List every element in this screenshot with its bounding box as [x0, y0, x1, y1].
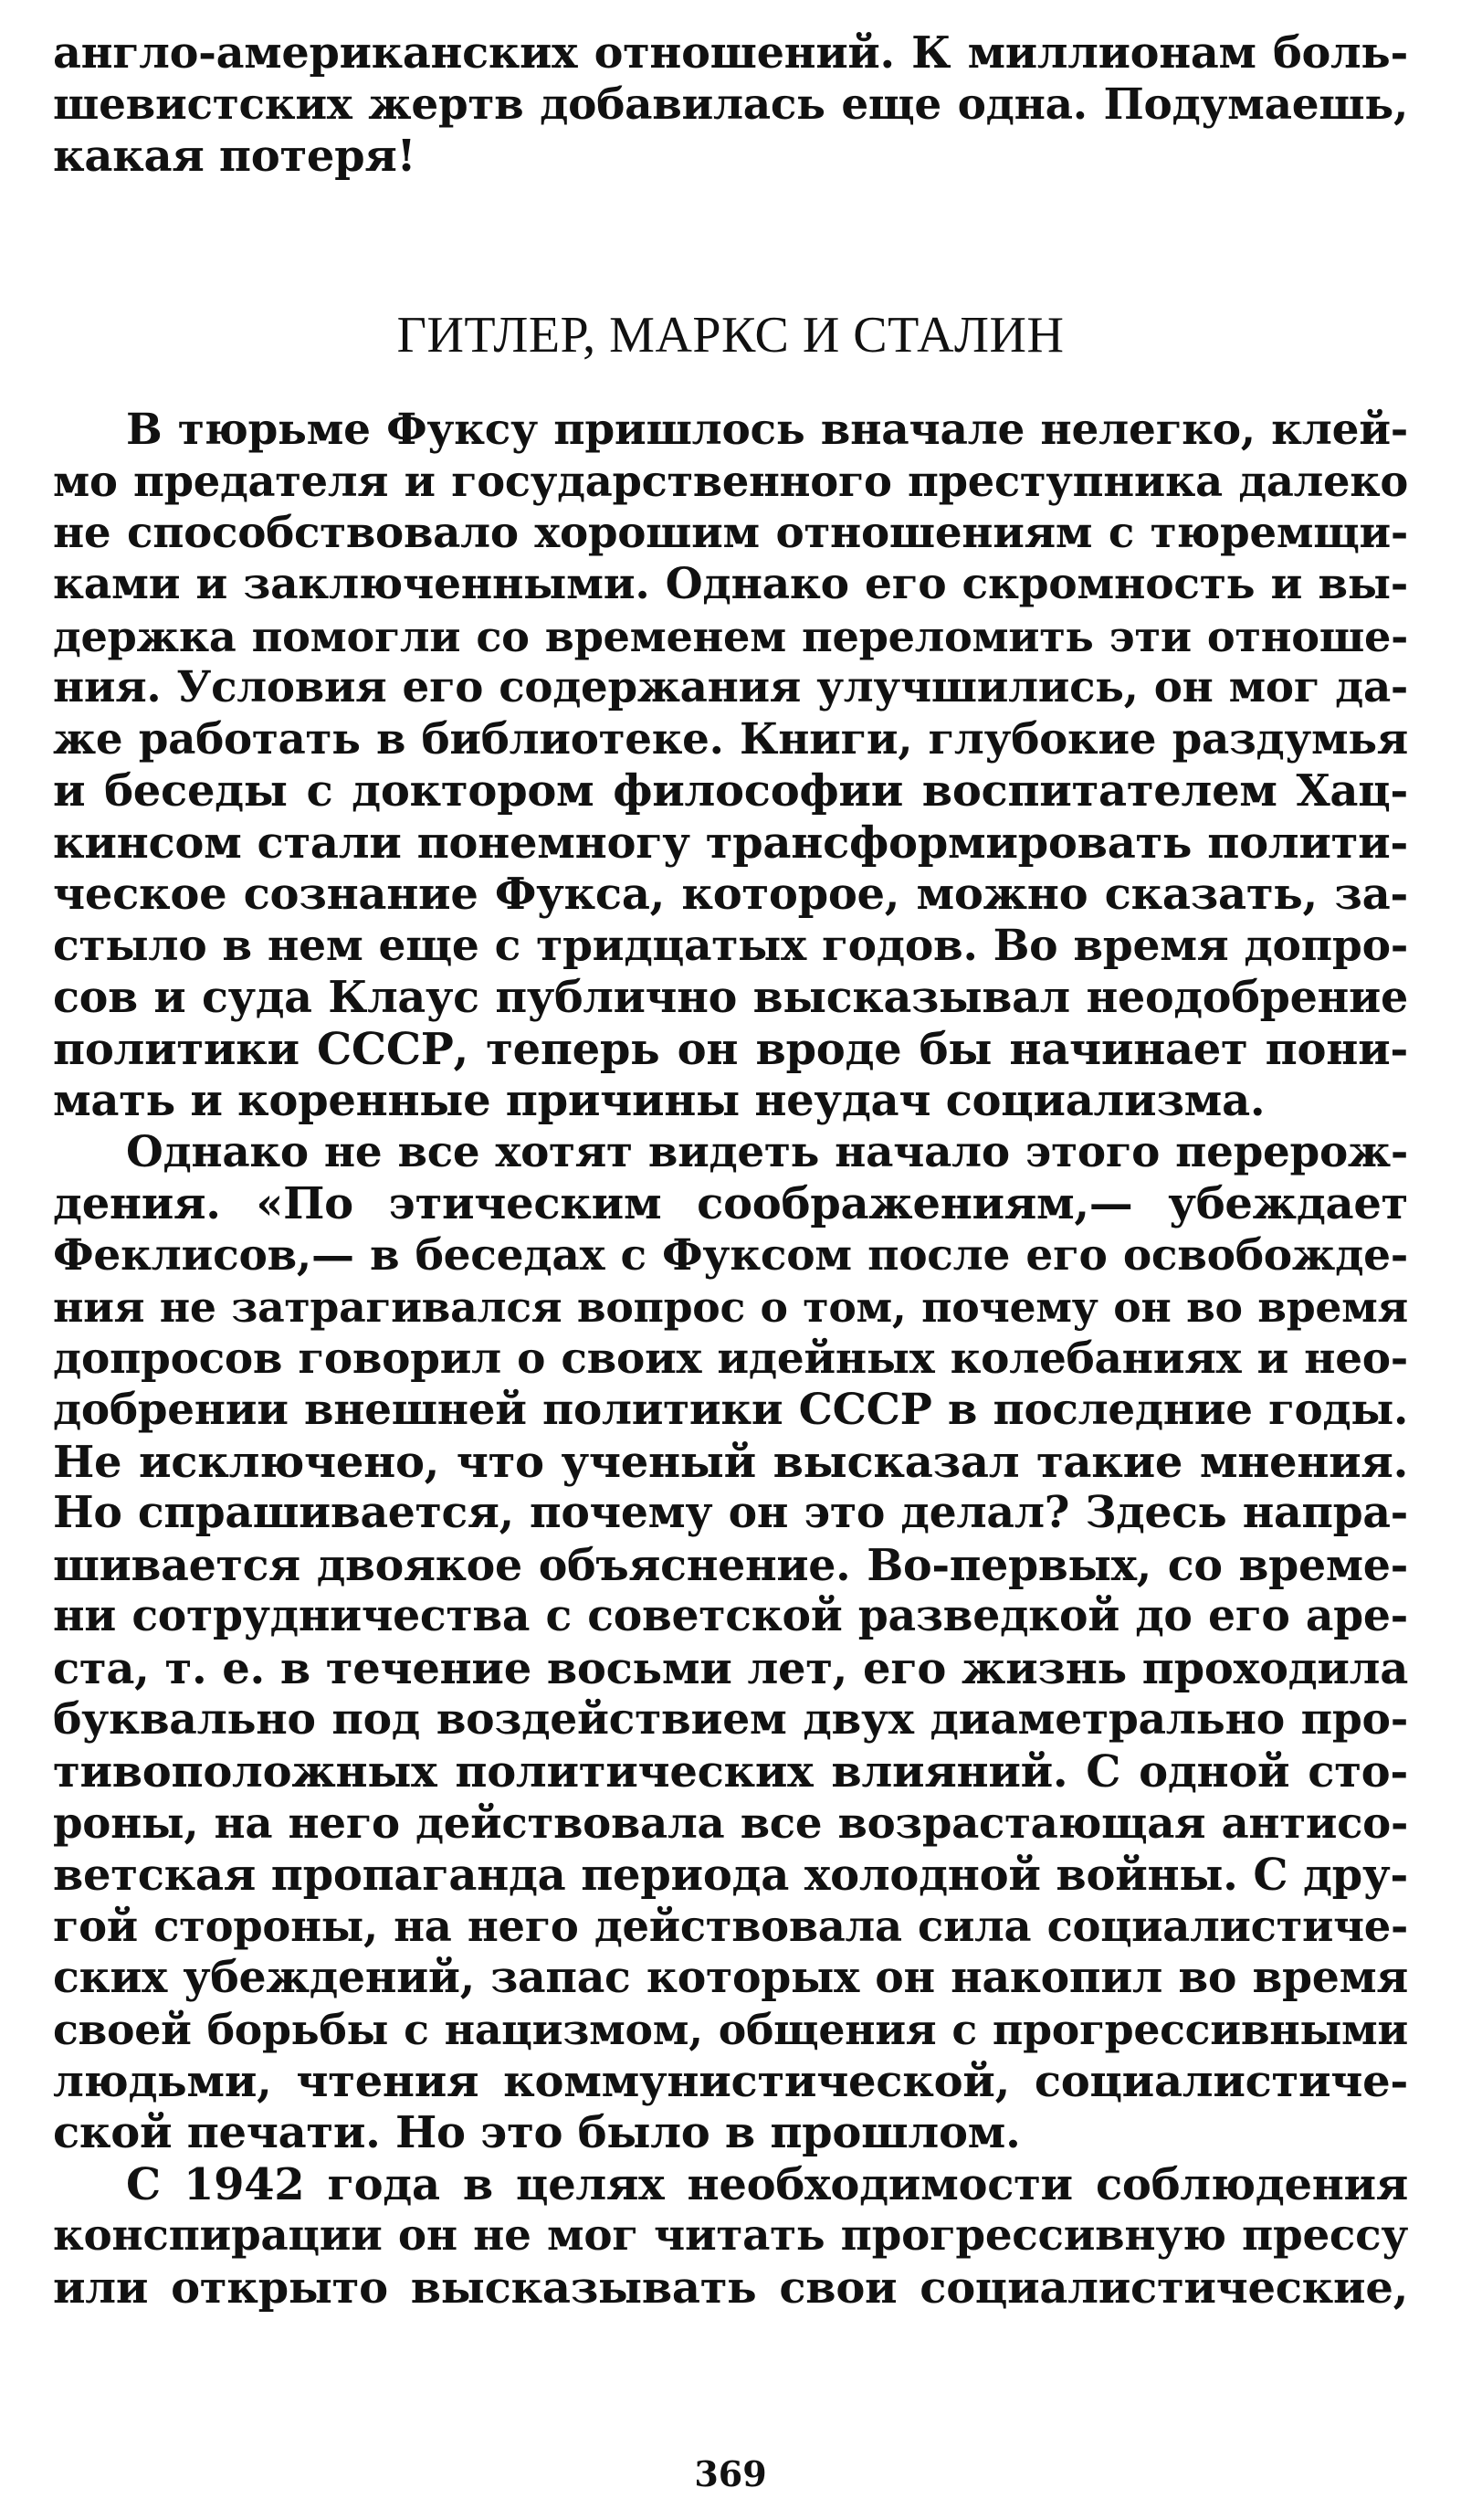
text-line: не способствовало хорошим отношениям с тюремщи-	[53, 507, 1408, 558]
text-line: дения. «По этическим соображениям,— убеждает	[53, 1178, 1408, 1229]
text-line: буквально под воздействием двух диаметрально про-	[53, 1694, 1408, 1745]
section-spacer	[53, 183, 1408, 306]
text-line: добрении внешней политики СССР в последние годы.	[53, 1385, 1408, 1435]
text-line: стыло в нем еще с тридцатых годов. Во время допро-	[53, 920, 1408, 971]
text-line: Не исключено, что ученый высказал такие мнения.	[53, 1436, 1408, 1488]
text-line: ских убеждений, запас которых он накопил во время	[53, 1952, 1408, 2003]
paragraph-1	[53, 405, 1408, 1127]
text-line: или открыто высказывать свои социалистические,	[53, 2262, 1408, 2314]
text-line: шивается двоякое объяснение. Во-первых, со време-	[53, 1539, 1408, 1591]
text-line: ни сотрудничества с советской разведкой до его аре-	[53, 1591, 1408, 1641]
text-line: же работать в библиотеке. Книги, глубокие раздумья	[53, 713, 1408, 764]
text-line: В тюрьме Фуксу пришлось вначале нелегко, клей-	[126, 404, 1408, 455]
text-line: Но спрашивается, почему он это делал? Здесь напра-	[53, 1488, 1408, 1538]
text-line: конспирации он не мог читать прогрессивную прессу	[53, 2210, 1408, 2261]
paragraph-3	[53, 2159, 1408, 2314]
text-line: кинсом стали понемногу трансформировать полити-	[53, 817, 1408, 869]
text-line: Однако не все хотят видеть начало этого перерож-	[126, 1126, 1408, 1177]
opening-paragraph	[53, 27, 1408, 183]
text-line: ками и заключенными. Однако его скромность и вы-	[53, 559, 1408, 609]
text-line: мать и коренные причины неудач социализма.	[53, 1075, 1266, 1126]
text-line: мо предателя и государственного преступника далеко	[53, 456, 1408, 506]
text-line: ческое сознание Фукса, которое, можно сказать, за-	[53, 869, 1408, 920]
text-line: С 1942 года в целях необходимости соблюдения	[126, 2158, 1408, 2210]
text-line: гой стороны, на него действовала сила социалистиче-	[53, 1901, 1408, 1951]
text-line: англо-американских отношений. К миллионам боль-	[53, 27, 1408, 79]
text-line: сов и суда Клаус публично высказывал неодобрение	[53, 972, 1408, 1023]
text-line: и беседы с доктором философии воспитателем Хац-	[53, 765, 1408, 817]
page-number: 369	[694, 2453, 767, 2494]
text-line: политики СССР, теперь он вроде бы начинает пони-	[53, 1023, 1408, 1075]
section-title: ГИТЛЕР, МАРКС И СТАЛИН	[396, 306, 1065, 364]
text-line: людьми, чтения коммунистической, социалистиче-	[53, 2055, 1408, 2107]
text-line: ской печати. Но это было в прошлом.	[53, 2107, 1021, 2158]
text-line: допросов говорил о своих идейных колебаниях и нео-	[53, 1333, 1408, 1384]
text-line: тивоположных политических влияний. С одной сто-	[53, 1745, 1408, 1798]
text-line: ветская пропаганда периода холодной войны. С дру-	[53, 1849, 1408, 1901]
text-line: ста, т. е. в течение восьми лет, его жизнь проходила	[53, 1642, 1408, 1694]
text-line: держка помогли со временем переломить эти отноше-	[53, 611, 1408, 661]
text-line: шевистских жертв добавилась еще одна. Подумаешь,	[53, 79, 1408, 130]
text-line: какая потеря!	[53, 131, 416, 182]
text-line: своей борьбы с нацизмом, общения с прогрессивными	[53, 2005, 1408, 2054]
book-page	[53, 27, 1408, 2494]
paragraph-2	[53, 1127, 1408, 2159]
text-line: ния. Условия его содержания улучшились, он мог да-	[53, 662, 1408, 712]
text-line: ния не затрагивался вопрос о том, почему он во время	[53, 1282, 1408, 1332]
text-line: роны, на него действовала все возрастающая антисо-	[53, 1798, 1408, 1848]
text-line: Феклисов,— в беседах с Фуксом после его освобожде-	[53, 1229, 1408, 1281]
